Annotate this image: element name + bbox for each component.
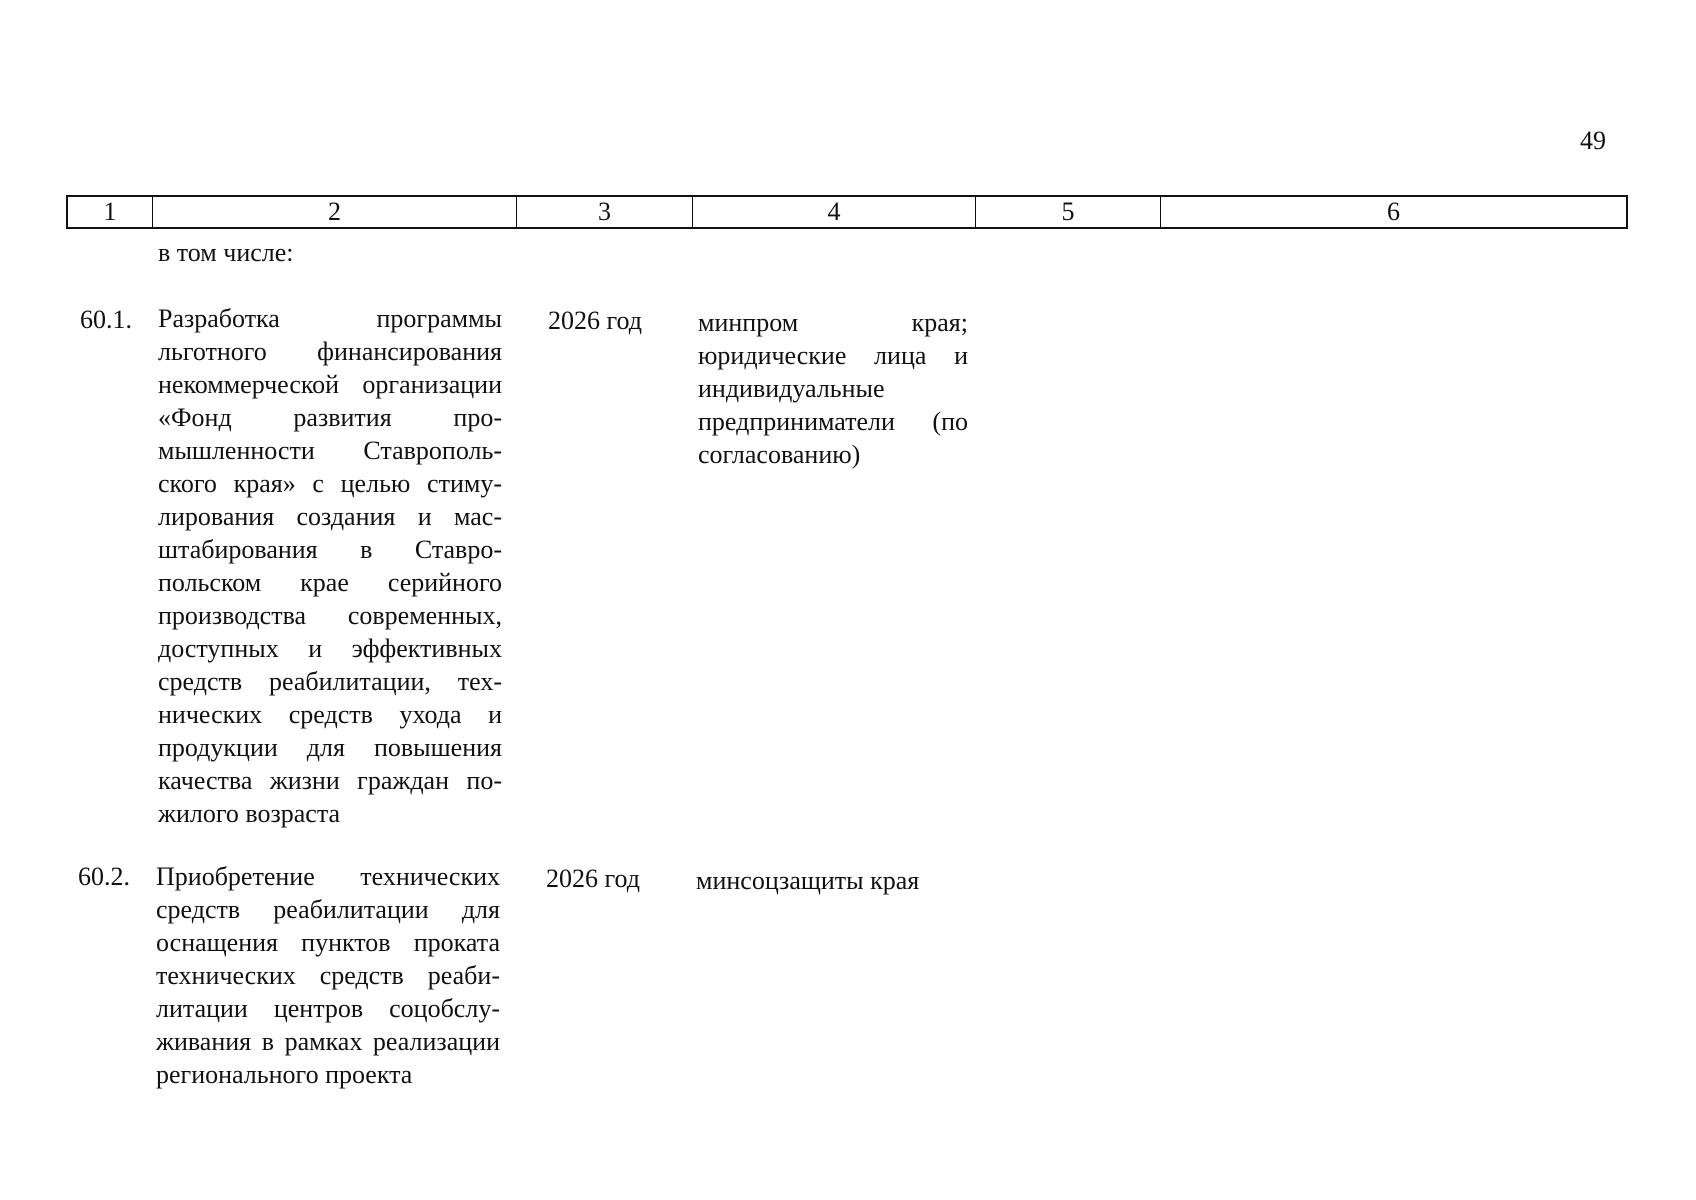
column-number-3: 3 (516, 197, 692, 227)
including-label: в том числе: (158, 238, 294, 267)
row-60-2-number: 60.2. (78, 862, 130, 891)
page-number: 49 (1580, 126, 1606, 155)
column-number-1: 1 (103, 197, 117, 226)
column-number-4: 4 (692, 197, 975, 227)
column-number-2: 2 (152, 197, 516, 227)
row-60-1-number: 60.1. (80, 305, 132, 334)
column-number-5: 5 (975, 197, 1160, 227)
column-number-header (66, 195, 1628, 229)
row-60-1-description: Разработка программы льготного финансирования некоммерческой организации «Фонд развития промышленности Ставропольского края» с целью стимулирования создания и масштабирования в Ставропольском крае серийного производства современных, доступных и эффективных средств реабилитации, технических средств ухода и продукции для повышения качества жизни граждан пожилого возраста (158, 304, 502, 828)
row-60-2-description: Приобретение технических средств реабилитации для оснащения пунктов проката технических средств реабилитации центров соцобслуживания в рамках реализации регионального проекта (156, 862, 500, 1089)
column-number-6: 6 (1160, 197, 1626, 227)
row-60-1-period: 2026 год (548, 306, 642, 335)
row-60-2-executor: минсоцзащиты края (696, 866, 920, 895)
row-60-1-executor: минпром края; юридические лица и индивидуальные предприниматели (по согласованию) (698, 308, 968, 469)
row-60-2-period: 2026 год (546, 864, 640, 893)
